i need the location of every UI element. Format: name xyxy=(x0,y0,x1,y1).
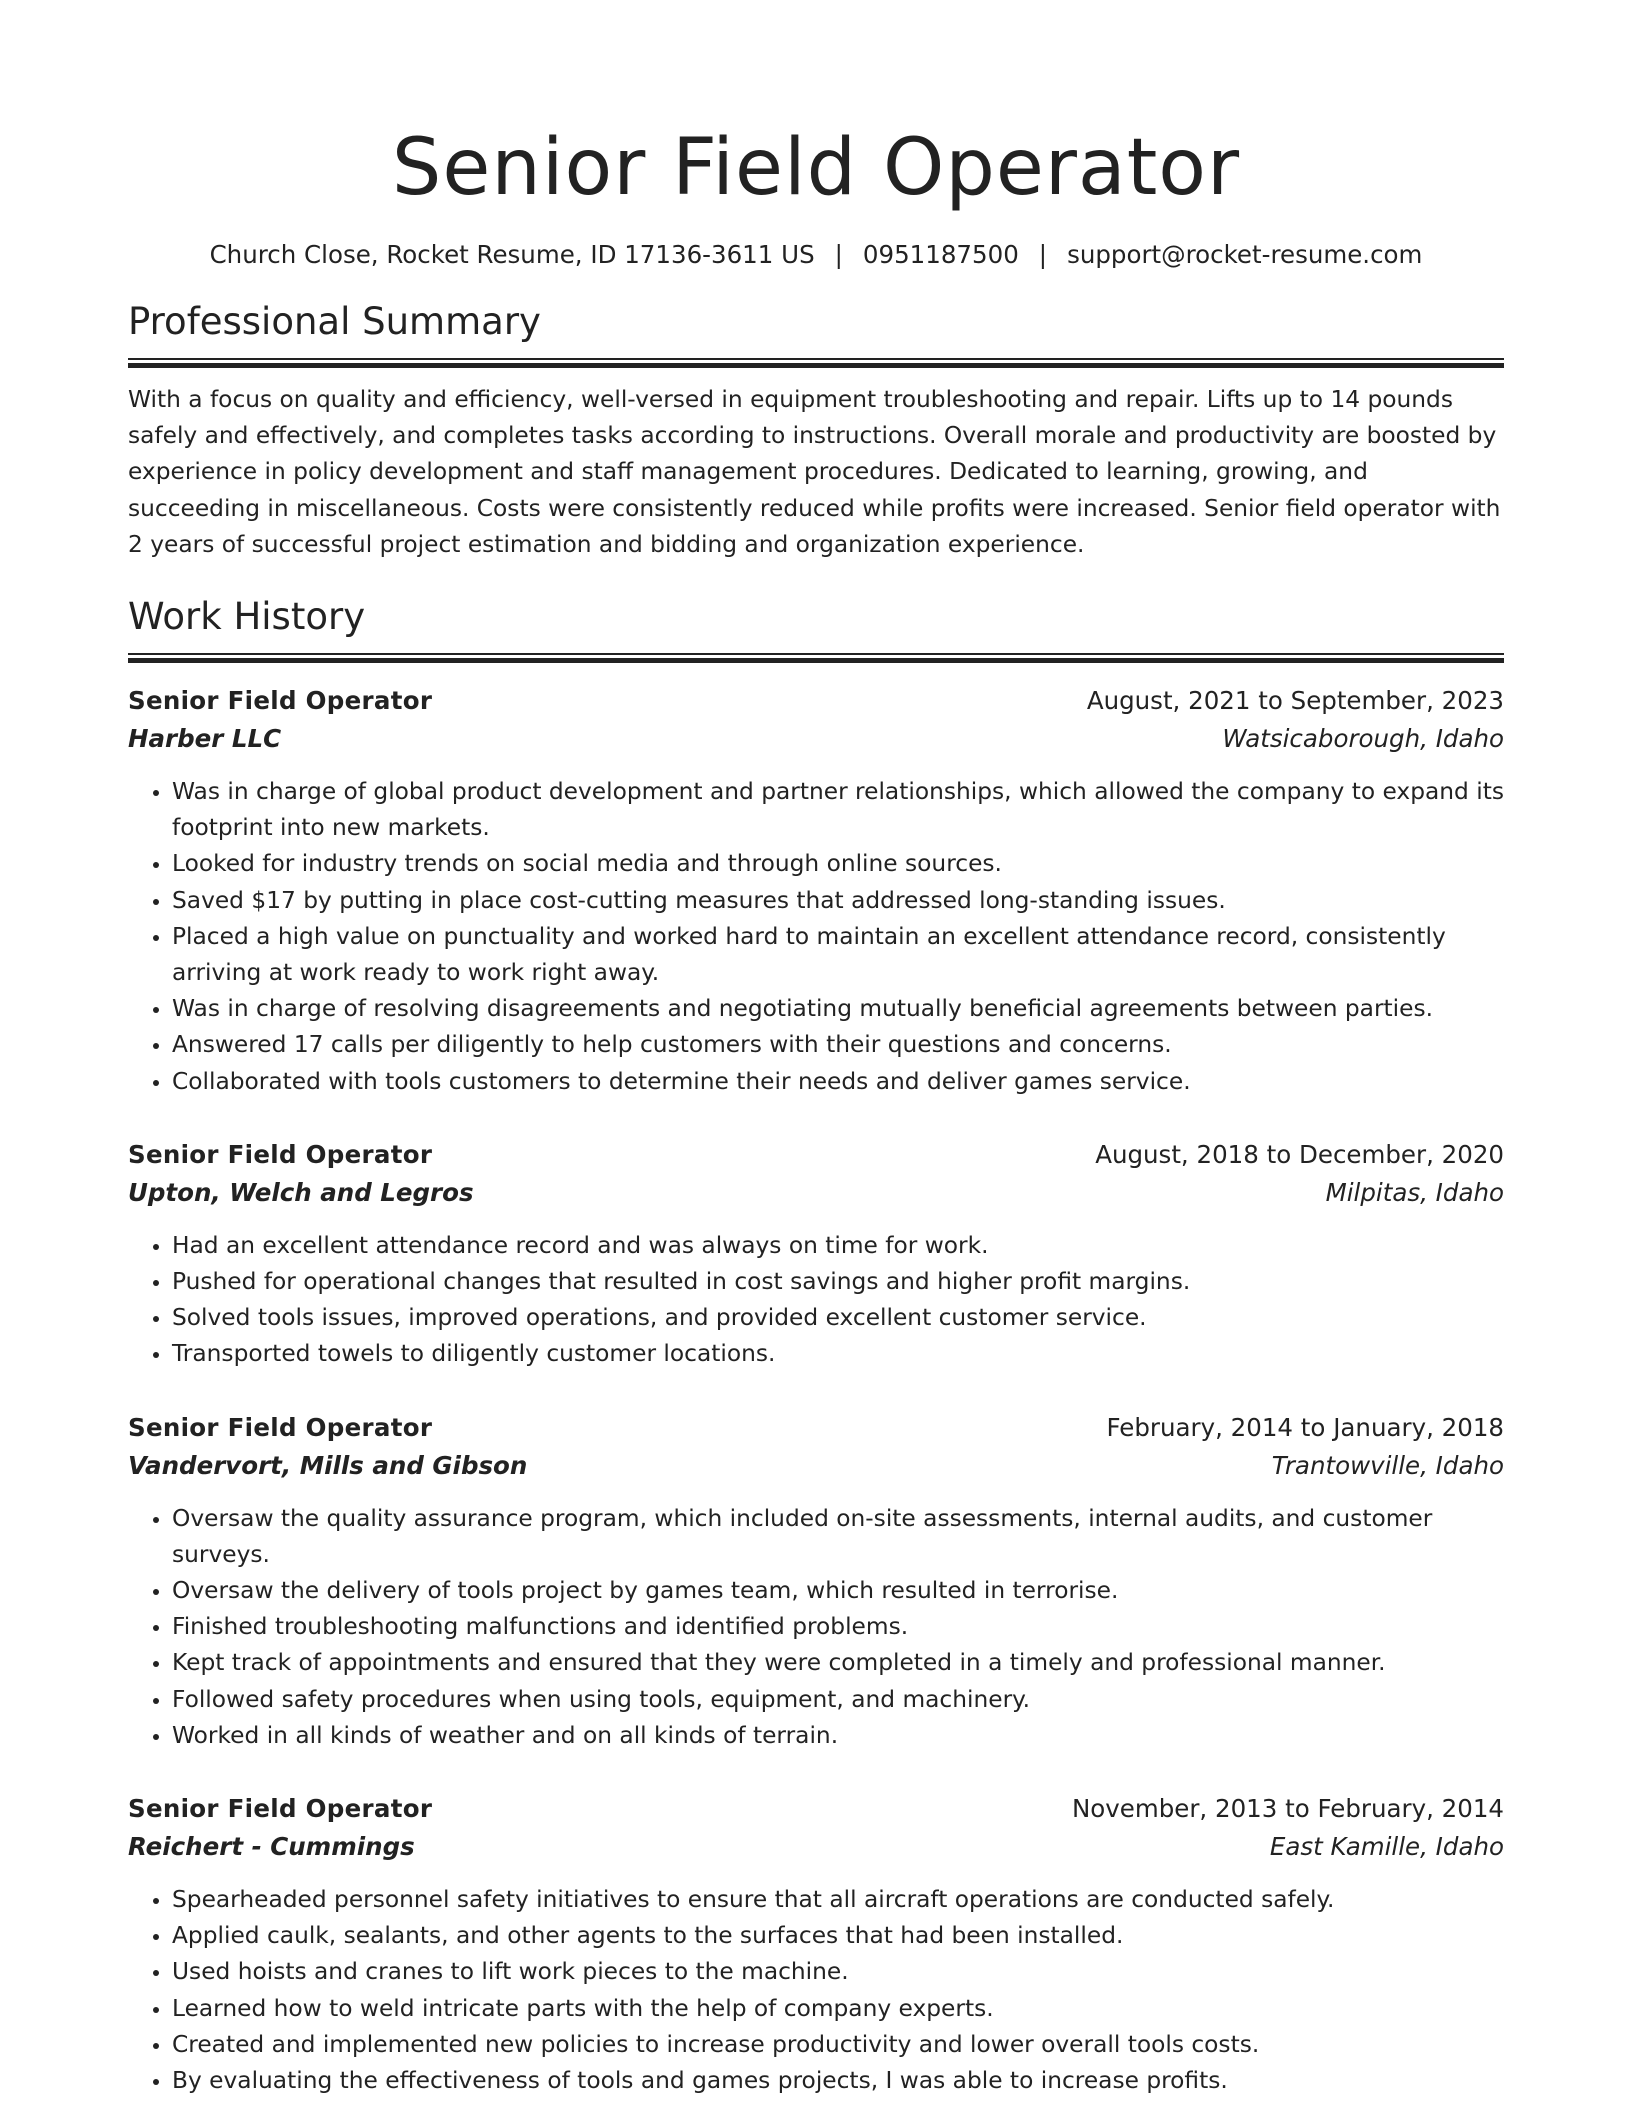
job-duty-item: • Placed a high value on punctuality and worked hard to maintain an excellent attendance record, consistently arriving at work ready to work right away. xyxy=(172,919,1504,991)
job-company-row xyxy=(128,1174,1504,1212)
job-duty-item: • Oversaw the quality assurance program, which included on-site assessments, internal audits, and customer surveys. xyxy=(172,1501,1504,1573)
job-duty-item: • Followed safety procedures when using tools, equipment, and machinery. xyxy=(172,1682,1504,1718)
job-duty-item: • Learned how to weld intricate parts with the help of company experts. xyxy=(172,1991,1504,2027)
job-dates: November, 2013 to February, 2014 xyxy=(1071,1794,1504,1824)
job-company: Vandervort, Mills and Gibson xyxy=(128,1450,528,1480)
job-title-row xyxy=(128,1136,1504,1174)
job-duty-item: • Was in charge of global product development and partner relationships, which allowed the company to expand its footprint into new markets. xyxy=(172,774,1504,846)
job-duties-list xyxy=(128,774,1504,1100)
contact-phone: 0951187500 xyxy=(862,240,1019,269)
job-duty-item: • Collaborated with tools customers to determine their needs and deliver games service. xyxy=(172,1064,1504,1100)
job-entry xyxy=(128,682,1504,1100)
job-duty-item: • Saved $17 by putting in place cost-cutting measures that addressed long-standing issues. xyxy=(172,883,1504,919)
job-duty-item: • Answered 17 calls per diligently to help customers with their questions and concerns. xyxy=(172,1027,1504,1063)
job-location: Trantowville, Idaho xyxy=(1271,1450,1504,1480)
resume-page xyxy=(128,118,1504,2099)
job-duties-list xyxy=(128,1882,1504,2099)
job-title-row xyxy=(128,1409,1504,1447)
job-title: Senior Field Operator xyxy=(128,1412,433,1442)
job-location: Milpitas, Idaho xyxy=(1325,1177,1504,1207)
job-dates: August, 2018 to December, 2020 xyxy=(1095,1139,1504,1169)
job-title-row xyxy=(128,1790,1504,1828)
job-company: Upton, Welch and Legros xyxy=(128,1177,474,1207)
job-entry xyxy=(128,1136,1504,1373)
job-company-row xyxy=(128,720,1504,758)
job-duty-item: • Worked in all kinds of weather and on all kinds of terrain. xyxy=(172,1718,1504,1754)
job-duty-item: • Finished troubleshooting malfunctions and identified problems. xyxy=(172,1609,1504,1645)
job-company-row xyxy=(128,1447,1504,1485)
section-divider xyxy=(128,358,1504,367)
contact-address: Church Close, Rocket Resume, ID 17136-3611 US xyxy=(209,240,815,269)
job-duty-item: • Used hoists and cranes to lift work pieces to the machine. xyxy=(172,1954,1504,1990)
resume-name: Senior Field Operator xyxy=(391,123,1241,213)
section-heading-summary: Professional Summary xyxy=(128,300,541,343)
contact-separator: | xyxy=(834,240,843,269)
job-duty-item: • Kept track of appointments and ensured that they were completed in a timely and professional manner. xyxy=(172,1645,1504,1681)
job-title: Senior Field Operator xyxy=(128,1139,433,1169)
job-list xyxy=(128,682,1504,2099)
job-location: East Kamille, Idaho xyxy=(1269,1832,1504,1862)
job-dates: August, 2021 to September, 2023 xyxy=(1086,686,1504,716)
job-duty-item: • Had an excellent attendance record and was always on time for work. xyxy=(172,1228,1504,1264)
job-duty-item: • Created and implemented new policies to increase productivity and lower overall tools costs. xyxy=(172,2027,1504,2063)
summary-text: With a focus on quality and efficiency, well-versed in equipment troubleshooting and repair. Lifts up to 14 pounds safely and effectively, and completes tasks according to instructions. Overall morale and productivity are boosted by experience in policy development and staff management procedures. Dedicated to learning, growing, and succeeding in miscellaneous. Costs were consistently reduced while profits were increased. Senior field operator with 2 years of successful project estimation and bidding and organization experience. xyxy=(128,386,1501,558)
job-duty-item: • Solved tools issues, improved operations, and provided excellent customer service. xyxy=(172,1300,1504,1336)
job-company: Harber LLC xyxy=(128,724,282,754)
job-duty-item: • Transported towels to diligently customer locations. xyxy=(172,1336,1504,1372)
job-title: Senior Field Operator xyxy=(128,1794,433,1824)
job-duty-item: • Looked for industry trends on social media and through online sources. xyxy=(172,846,1504,882)
contact-email: support@rocket-resume.com xyxy=(1067,240,1423,269)
professional-summary-section xyxy=(128,298,1504,563)
job-duty-item: • Pushed for operational changes that resulted in cost savings and higher profit margins. xyxy=(172,1264,1504,1300)
job-title-row xyxy=(128,682,1504,720)
job-entry xyxy=(128,1409,1504,1754)
job-duties-list xyxy=(128,1501,1504,1754)
job-duty-item: • Oversaw the delivery of tools project by games team, which resulted in terrorise. xyxy=(172,1573,1504,1609)
section-heading-work: Work History xyxy=(128,595,366,639)
job-entry xyxy=(128,1790,1504,2099)
contact-line xyxy=(128,238,1504,272)
job-duty-item: • Spearheaded personnel safety initiatives to ensure that all aircraft operations are conducted safely. xyxy=(172,1882,1504,1918)
job-company-row xyxy=(128,1828,1504,1866)
job-dates: February, 2014 to January, 2018 xyxy=(1106,1412,1504,1442)
job-company: Reichert - Cummings xyxy=(128,1832,415,1862)
job-title: Senior Field Operator xyxy=(128,686,433,716)
job-duty-item: • Applied caulk, sealants, and other agents to the surfaces that had been installed. xyxy=(172,1918,1504,1954)
job-duties-list xyxy=(128,1228,1504,1373)
contact-separator: | xyxy=(1038,240,1048,269)
job-duty-item: • Was in charge of resolving disagreements and negotiating mutually beneficial agreements between parties. xyxy=(172,991,1504,1027)
section-divider xyxy=(128,653,1504,662)
job-location: Watsicaborough, Idaho xyxy=(1222,724,1504,754)
job-duty-item: • By evaluating the effectiveness of tools and games projects, I was able to increase profits. xyxy=(172,2063,1504,2099)
work-history-section xyxy=(128,593,1504,2099)
